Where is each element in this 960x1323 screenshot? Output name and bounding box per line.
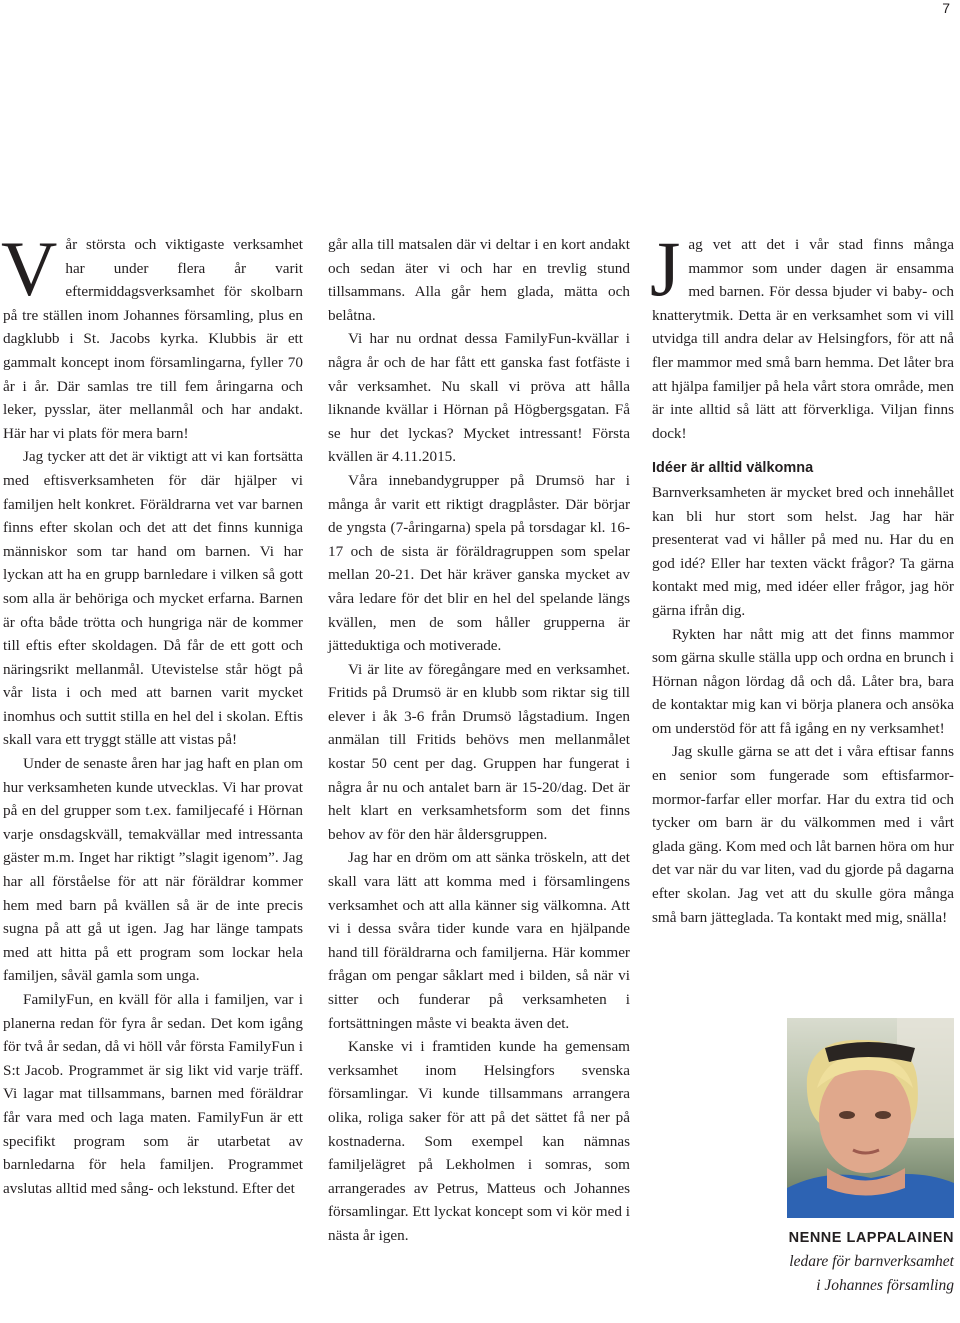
photo-caption	[789, 1226, 954, 1298]
column-1-paragraph-4: FamilyFun, en kväll för alla i familjen, var i planerna redan för fyra år sedan. Det kom igång för två år sedan, då vi höll vår första FamilyFun i S:t Jacob. Programmet är sig likt vid varje träff. Vi lagar mat tillsammans, barnen med föräldrar får vara med och laga maten. FamilyFun är ett specifikt program som är utarbetat av barnledarna för hela familjen. Programmet avslutas alltid med sång- och lekstund. Efter det	[3, 991, 303, 1197]
column-1-paragraph-3: Under de senaste åren har jag haft en plan om hur verksamheten kunde utvecklas. Vi har provat på en del grupper som t.ex. familjecafé i Hörnan varje onsdagskväll, temakvällar med intressanta gäster m.m. Inget har riktigt ”slagit igenom”. Jag har all förståelse för att när föräldrar kommer hem med barn på kvällen så är de inte precis sugna på att gå ut igen. Jag har länge tampats med att hitta på ett program som lockar hela familjen, såväl gamla som unga.	[3, 755, 303, 985]
portrait-illustration	[787, 1018, 954, 1218]
column-1-paragraph-1	[1, 225, 303, 445]
section-subheading: Idéer är alltid välkomna	[652, 460, 814, 477]
column-2-paragraph-3: Våra innebandygrupper på Drumsö har i många år varit ett riktigt dragplåster. Där börjar de yngsta (7-åringarna) spela på torsdagar kl. 16-17 och de sista är föräldragruppen som spelar mellan 20-21. Det här kräver ganska mycket av våra ledare för det blir en hel del spelande längs kvällen, men de som håller grupperna är jätteduktiga och motiverade.	[328, 471, 630, 655]
column-2-paragraph-6: Kanske vi i framtiden kunde ha gemensam verksamhet inom Helsingfors svenska församlingar. Vi kunde tillsammans arrangera olika, roliga saker för att på det sättet få ner på kostnaderna. Som exempel kan nämnas familjelägret på Lekholmen i somras, som arrangerades av Petrus, Matteus och Johannes församlingar. Ett lyckat koncept som vi kör med i nästa år igen.	[328, 1038, 630, 1244]
article-column-1	[1, 225, 303, 1200]
column-1-paragraph-2: Jag tycker att det är viktigt att vi kan fortsätta med eftisverksamheten för där hjälper vi familjen helt konkret. Föräldrarna vet var barnen finns efter skolan och det att det finns kunniga människor som tar hand om barnen. Vi har lyckan att ha en grupp barnledare i vilken så gott som alla är behöriga och mycket erfarna. Barnen är ofta både trötta och hungriga när de kommer till eftis efter skoldagen. Då får de ett gott och näringsrikt mellanmål. Utevistelse står högt på vår lista i och med att barnen varit mycket inomhus och suttit stilla en hel del i skolan. Eftis skall vara ett tryggt ställe att vistas på!	[3, 448, 303, 749]
dropcap-v: V	[1, 225, 58, 312]
caption-role-line-2: i Johannes församling	[816, 1277, 954, 1294]
column-3-intro	[650, 225, 954, 445]
article-column-2	[328, 233, 630, 1248]
caption-role-line-1: ledare för barnverksamhet	[789, 1253, 954, 1270]
column-3-intro-text: ag vet att det i vår stad finns många mammor som under dagen är ensamma med barnen. För dessa bjuder vi baby- och knatterytmik. Detta är en verksamhet som vi vill utvidga till andra delar av Helsingfors, för att nå fler mammor med små barn hemma. Det låter bra att hjälpa familjer på hela vårt stora område, men är inte alltid så lätt att förverkliga. Viljan finns dock!	[652, 236, 954, 442]
column-3-paragraph-3: Jag skulle gärna se att det i våra eftisar fanns en senior som fungerade som eftisfarmor- mormor-farfar eller morfar. Har du extra tid och tycker om barn är du välkommen med i vårt glada gäng. Kom med och låt barnen höra om hur det var när du var liten, vad du gjorde på dagarna efter skolan. Jag vet att du skulle göra många små barn jätteglada. Ta kontakt med mig, snälla!	[652, 743, 954, 926]
portrait-photo	[787, 1018, 954, 1218]
page-number: 7	[942, 0, 950, 16]
column-3-paragraph-2: Rykten har nått mig att det finns mammor som gärna skulle ställa upp och ordna en brunch i Hörnan någon lördag då och då. Låter bra, bara de kontaktar mig kan vi börja planera och ansöka om understöd för att få igång en ny verksamhet!	[652, 625, 954, 737]
column-2-paragraph-4: Vi är lite av föregångare med en verksamhet. Fritids på Drumsö är en klubb som riktar sig till elever i åk 3-6 från Drumsö lågstadium. Ingen anmälan till Fritids behövs men mellanmålet kostar 50 cent per dag. Gruppen har fungerat i några år nu och antalet barn är 15-20/dag. Det är helt klart en verksamhetsform som det finns behov av för den här åldersgruppen.	[328, 660, 630, 843]
column-2-paragraph-2: Vi har nu ordnat dessa FamilyFun-kvällar i några år och de har fått ett ganska fast fotfäste i vår verksamhet. Nu skall vi pröva att hålla liknande kvällar i Hörnan på Högbergsgatan. Få se hur det lyckas? Mycket intressant! Första kvällen är 4.11.2015.	[328, 330, 630, 466]
column-2-paragraph-5: Jag har en dröm om att sänka tröskeln, att det skall vara lätt att komma med i församlingens verksamhet och att alla känner sig välkomna. Att vi i dessa svåra tider kunde vara en hjälpande hand till föräldrarna och familjerna. Här kommer frågan om pengar såklart med i bilden, så när vi sitter och funderar på verksamheten i fortsättningen måste vi beakta även det.	[328, 849, 630, 1032]
column-3-paragraph-1: Barnverksamheten är mycket bred och innehållet kan bli hur stort som helst. Jag har här presenterat vad vi håller på med nu. Har du en god idé? Eller har texten väckt frågor? Ta gärna kontakt med mig, med idéer eller frågor, jag hör gärna ifrån dig.	[652, 483, 954, 619]
caption-name: NENNE LAPPALAINEN	[788, 1230, 954, 1246]
dropcap-j: J	[650, 225, 681, 312]
column-1-paragraph-1-text: år största och viktigaste verksamhet har under flera år varit eftermiddagsverksamhet för skolbarn på tre ställen inom Johannes församling, plus en dagklubb i St. Jacobs kyrka. Klubbis är ett gammalt koncept inom församlingarna, fyller 70 år i år. Där samlas tre till fem åringarna och leker, pysslar, äter mellanmål och har andakt. Här har vi plats för mera barn!	[3, 236, 303, 442]
column-2-paragraph-1: går alla till matsalen där vi deltar i en kort andakt och sedan äter vi och har en trevlig stund tillsammans. Alla går hem glada, mätta och belåtna.	[328, 236, 630, 324]
article-column-3	[650, 225, 954, 929]
